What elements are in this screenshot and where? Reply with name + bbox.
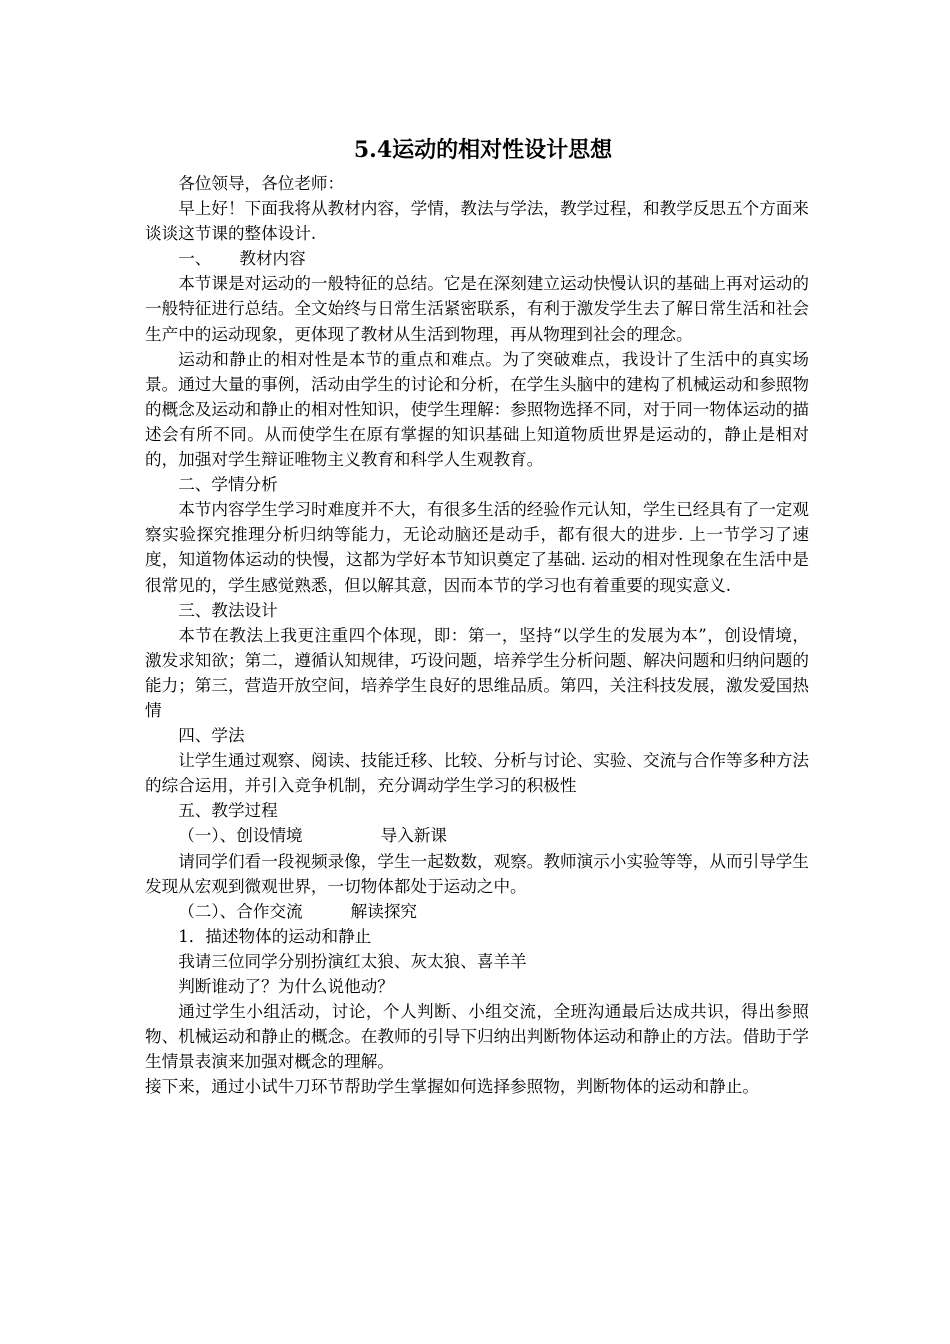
section-heading-1 (145, 246, 809, 271)
item-1-heading: 1．描述物体的运动和静止 (178, 926, 372, 946)
step-2-label: （二）、合作交流 (178, 901, 303, 921)
section-heading-2: 二、学情分析 (178, 475, 278, 495)
section-heading-4: 四、学法 (178, 726, 245, 746)
intro-paragraph: 早上好！下面我将从教材内容，学情，教法与学法，教学过程，和教学反思五个方面来谈谈这节课的整体设计. (145, 199, 809, 244)
step-1-sub: 导入新课 (380, 826, 448, 846)
step-2-heading (145, 899, 809, 924)
section-1-number: 一、 (178, 249, 212, 269)
section-1-title: 教材内容 (239, 249, 306, 269)
section-4-paragraph: 让学生通过观察、阅读、技能迁移、比较、分析与讨论、实验、交流与合作等多种方法的综合运用，并引入竞争机制，充分调动学生学习的积极性 (145, 751, 809, 796)
section-heading-3: 三、教法设计 (178, 600, 278, 620)
step-1-label: （一）、创设情境 (178, 826, 303, 846)
item-1-paragraph: 通过学生小组活动，讨论，个人判断、小组交流，全班沟通最后达成共识，得出参照物、机械运动和静止的概念。在教师的引导下归纳出判断物体运动和静止的方法。借助于学生情景表演来加强对概念的理解。 (145, 1002, 809, 1072)
step-1-paragraph: 请同学们看一段视频录像，学生一起数数，观察。教师演示小实验等等，从而引导学生发现从宏观到微观世界，一切物体都处于运动之中。 (145, 851, 809, 896)
step-1-heading (145, 823, 809, 848)
step-2-sub: 解读探究 (350, 901, 418, 921)
document-body (145, 133, 809, 1099)
section-3-paragraph: 本节在教法上我更注重四个体现，即：第一，坚持“以学生的发展为本”，创设情境，激发求知欲；第二，遵循认知规律，巧设问题，培养学生分析问题、解决问题和归纳问题的能力；第三，营造开放空间，培养学生良好的思维品质。第四，关注科技发展，激发爱国热情 (145, 625, 809, 720)
section-heading-5: 五、教学过程 (178, 801, 278, 821)
section-1-paragraph-1: 本节课是对运动的一般特征的总结。它是在深刻建立运动快慢认识的基础上再对运动的一般特征进行总结。全文始终与日常生活紧密联系，有利于激发学生去了解日常生活和社会生产中的运动现象，更体现了教材从生活到物理，再从物理到社会的理念。 (145, 274, 809, 344)
section-1-paragraph-2: 运动和静止的相对性是本节的重点和难点。为了突破难点，我设计了生活中的真实场景。通过大量的事例，活动由学生的讨论和分析，在学生头脑中的建构了机械运动和参照物的概念及运动和静止的相对性知识，使学生理解：参照物选择不同，对于同一物体运动的描述会有所不同。从而使学生在原有掌握的知识基础上知道物质世界是运动的，静止是相对的，加强对学生辩证唯物主义教育和科学人生观教育。 (145, 349, 809, 470)
closing-paragraph: 接下来，通过小试牛刀环节帮助学生掌握如何选择参照物，判断物体的运动和静止。 (145, 1077, 759, 1097)
page-title: 5.4运动的相对性设计思想 (353, 137, 613, 163)
section-2-paragraph: 本节内容学生学习时难度并不大，有很多生活的经验作元认知，学生已经具有了一定观察实验探究推理分析归纳等能力，无论动脑还是动手，都有很大的进步. 上一节学习了速度，知道物体运动的快慢，这都为学好本节知识奠定了基础. 运动的相对性现象在生活中是很常见的，学生感觉熟悉，但以解其意，因而本节的学习也有着重要的现实意义. (145, 500, 809, 595)
item-1-line-1: 我请三位同学分别扮演红太狼、灰太狼、喜羊羊 (178, 951, 527, 971)
greeting: 各位领导，各位老师： (178, 174, 345, 193)
item-1-line-2: 判断谁动了？为什么说他动？ (178, 977, 394, 996)
